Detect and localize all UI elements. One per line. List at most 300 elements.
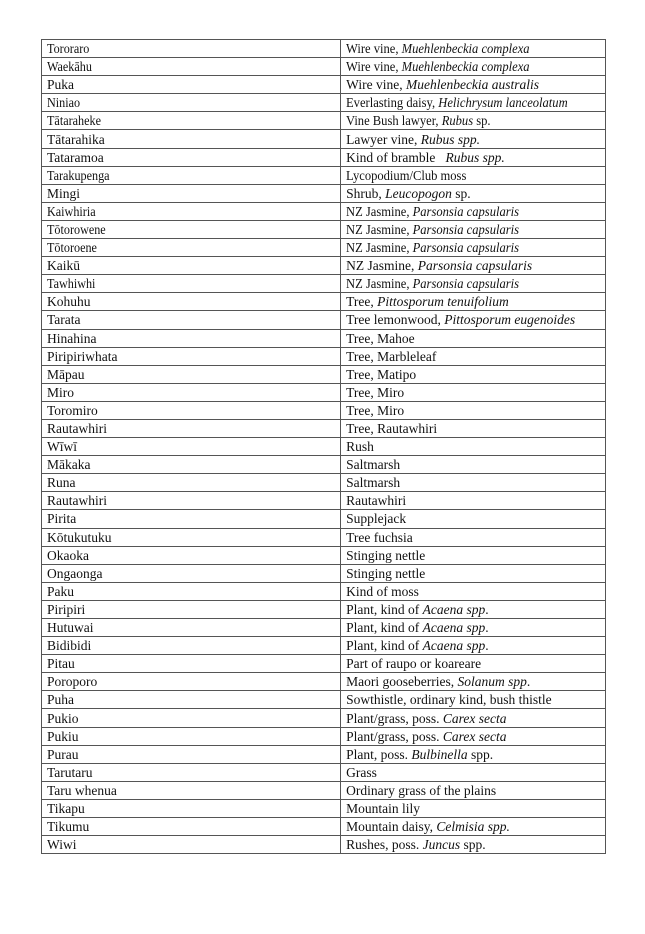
maori-name: Tōtorowene [47,221,106,237]
english-description [346,565,425,582]
english-description [346,637,488,654]
maori-name: Tororaro [47,41,90,57]
english-description [346,76,539,93]
table-row [42,148,606,166]
table-row [42,202,606,220]
scientific-name: Muehlenbeckia australis [405,77,540,93]
table-row [42,637,606,655]
maori-name-cell [42,546,341,564]
maori-name-cell [42,419,341,437]
maori-name: Bidibidi [47,638,92,654]
maori-name: Poroporo [47,674,98,690]
english-description-cell [341,311,606,329]
description-text: spp. [460,837,486,853]
maori-name: Niniao [47,95,81,111]
english-description-cell [341,166,606,184]
description-text: sp. [473,113,491,129]
english-description [346,167,466,184]
maori-name-cell [42,655,341,673]
english-description-cell [341,257,606,275]
description-text: Wire vine, [346,59,402,75]
english-description [346,366,416,383]
table-row [42,709,606,727]
english-description-cell [341,329,606,347]
table-row [42,564,606,582]
english-description-cell [341,76,606,94]
scientific-name: Muehlenbeckia complexa [401,59,530,75]
maori-name-cell [42,818,341,836]
maori-name-cell [42,220,341,238]
english-description-cell [341,383,606,401]
table-row [42,582,606,600]
scientific-name: Muehlenbeckia complexa [401,41,530,57]
english-description [346,474,400,491]
scientific-name: Pittosporum tenuifolium [377,294,509,310]
english-description [346,112,491,129]
table-body [42,40,606,854]
scientific-name: Acaena spp [422,620,486,636]
description-text: Wire vine, [346,41,402,57]
maori-name: Taru whenua [47,782,117,798]
maori-name: Tawhiwhi [47,276,96,292]
english-description [346,257,532,274]
table-row [42,130,606,148]
description-text: Tree, Marbleleaf [346,348,437,364]
description-text: Saltmarsh [346,475,401,491]
maori-name-cell [42,510,341,528]
maori-name: Rautawhiri [47,493,107,509]
description-text: Part of raupo or koareare [346,656,482,672]
english-description [346,601,488,618]
maori-name-cell [42,148,341,166]
description-text: NZ Jasmine, [346,240,413,256]
english-description [346,40,530,57]
description-text: Tree fuchsia [346,529,413,545]
scientific-name: Parsonsia capsularis [417,258,533,274]
english-description [346,710,506,727]
maori-name-cell [42,763,341,781]
english-description-cell [341,709,606,727]
maori-name: Tataramoa [47,149,104,165]
scientific-name: Carex secta [442,728,507,744]
description-text: Everlasting daisy, [346,95,439,111]
english-description-cell [341,293,606,311]
maori-name-cell [42,492,341,510]
maori-name: Pirita [47,511,77,527]
english-description [346,529,413,546]
maori-name-cell [42,58,341,76]
english-description [346,402,404,419]
english-description [346,275,519,292]
maori-name: Tātarahika [47,131,105,147]
maori-name: Kohuhu [47,294,91,310]
maori-name-cell [42,709,341,727]
description-text: Lawyer vine, [346,131,421,147]
english-description-cell [341,112,606,130]
description-text: Ordinary grass of the plains [346,782,497,798]
maori-name-cell [42,365,341,383]
english-description [346,746,493,763]
description-text: Tree lemonwood, [346,312,445,328]
table-row [42,745,606,763]
maori-name-cell [42,239,341,257]
maori-name: Hinahina [47,330,97,346]
english-description-cell [341,148,606,166]
english-description-cell [341,492,606,510]
english-description-cell [341,655,606,673]
maori-name: Waekāhu [47,59,92,75]
table-row [42,818,606,836]
description-text: Saltmarsh [346,457,401,473]
maori-name: Hutuwai [47,620,94,636]
description-text: Rushes, poss. [346,837,423,853]
scientific-name: Bulbinella [411,746,468,762]
maori-name-cell [42,564,341,582]
english-description-cell [341,691,606,709]
table-row [42,763,606,781]
maori-name-cell [42,329,341,347]
english-description-cell [341,365,606,383]
maori-name: Purau [47,746,79,762]
table-row [42,311,606,329]
description-text: Kind of bramble [346,149,446,165]
english-description-cell [341,275,606,293]
english-description-cell [341,474,606,492]
description-text: Wire vine, [346,77,406,93]
maori-name-cell [42,166,341,184]
maori-name-cell [42,456,341,474]
english-description-cell [341,347,606,365]
maori-name: Toromiro [47,402,98,418]
scientific-name: Helichrysum lanceolatum [438,95,568,111]
english-description-cell [341,239,606,257]
maori-name-cell [42,727,341,745]
table-row [42,419,606,437]
maori-name-cell [42,202,341,220]
description-text: Plant, kind of [346,601,423,617]
english-description-cell [341,564,606,582]
english-description [346,58,530,75]
table-row [42,220,606,238]
table-row [42,76,606,94]
table-row [42,655,606,673]
english-description-cell [341,673,606,691]
description-text: . [485,601,489,617]
english-description [346,728,506,745]
table-row [42,383,606,401]
table-row [42,510,606,528]
scientific-name: Leucopogon [385,185,452,201]
english-description-cell [341,836,606,854]
english-description-cell [341,94,606,112]
table-row [42,781,606,799]
english-description-cell [341,745,606,763]
description-text: Grass [346,764,377,780]
maori-name-cell [42,184,341,202]
english-description [346,673,530,690]
maori-name-cell [42,691,341,709]
description-text: Plant, kind of [346,638,423,654]
english-description [346,384,404,401]
english-description-cell [341,184,606,202]
table-row [42,347,606,365]
description-text: Tree, Rautawhiri [346,421,438,437]
description-text: NZ Jasmine, [346,258,418,274]
table-row [42,727,606,745]
english-description [346,203,519,220]
maori-name-cell [42,619,341,637]
table-row [42,257,606,275]
maori-name-cell [42,311,341,329]
maori-name-cell [42,528,341,546]
english-description [346,456,400,473]
scientific-name: Acaena spp [422,638,486,654]
table-row [42,474,606,492]
maori-name: Kaikū [47,258,80,274]
description-text: Sowthistle, ordinary kind, bush thistle [346,692,552,708]
description-text: sp. [451,185,471,201]
table-row [42,456,606,474]
table-row [42,691,606,709]
scientific-name: Parsonsia capsularis [412,221,520,237]
description-text: Maori gooseberries, [346,674,458,690]
english-description [346,818,510,835]
description-text: spp. [467,746,494,762]
maori-name: Paku [47,583,74,599]
description-text: Tree, Miro [346,384,405,400]
maori-name: Tarutaru [47,764,93,780]
table-row [42,546,606,564]
maori-name-cell [42,745,341,763]
maori-name-cell [42,673,341,691]
english-description [346,293,509,310]
maori-name: Runa [47,475,76,491]
description-text: Stinging nettle [346,547,426,563]
table-row [42,166,606,184]
english-description-cell [341,600,606,618]
description-text: Mountain daisy, [346,819,437,835]
maori-name: Puha [47,692,74,708]
english-description [346,239,519,256]
description-text: Shrub, [346,185,386,201]
maori-name: Tikumu [47,819,90,835]
table-row [42,673,606,691]
english-description-cell [341,763,606,781]
maori-name: Māpau [47,366,85,382]
maori-name: Piripiri [47,601,86,617]
table-row [42,58,606,76]
english-description-cell [341,818,606,836]
maori-name-cell [42,600,341,618]
scientific-name: Acaena spp [422,601,486,617]
maori-name: Pukio [47,710,79,726]
description-text: Rush [346,439,374,455]
maori-name-cell [42,112,341,130]
maori-name-cell [42,257,341,275]
maori-name-cell [42,836,341,854]
description-text: Tree, [346,294,378,310]
maori-name-cell [42,383,341,401]
description-text: Mountain lily [346,800,421,816]
table-row [42,293,606,311]
english-description [346,438,374,455]
description-text: NZ Jasmine, [346,203,413,219]
english-description-cell [341,781,606,799]
maori-name: Wīwī [47,439,77,455]
maori-name-cell [42,275,341,293]
maori-name: Kaiwhiria [47,203,96,219]
english-description [346,547,425,564]
scientific-name: Carex secta [442,710,507,726]
english-description-cell [341,438,606,456]
description-text: Stinging nettle [346,565,426,581]
description-text: Supplejack [346,511,407,527]
scientific-name: Pittosporum eugenoides [444,312,576,328]
scientific-name: Solanum spp [457,674,527,690]
english-description [346,655,481,672]
english-description [346,583,419,600]
maori-name-cell [42,781,341,799]
english-description [346,94,568,111]
english-description-cell [341,220,606,238]
maori-name-cell [42,76,341,94]
maori-name: Wiwi [47,837,77,853]
english-description-cell [341,419,606,437]
description-text: Vine Bush lawyer, [346,113,442,129]
table-row [42,492,606,510]
maori-name: Pukiu [47,728,79,744]
table-row [42,184,606,202]
scientific-name: Parsonsia capsularis [412,240,520,256]
english-description-cell [341,401,606,419]
maori-name-cell [42,130,341,148]
table-row [42,275,606,293]
table-row [42,112,606,130]
description-text: Kind of moss [346,583,419,599]
maori-name-cell [42,582,341,600]
maori-name-cell [42,474,341,492]
english-description [346,311,575,328]
english-description-cell [341,727,606,745]
description-text: Tree, Matipo [346,366,417,382]
maori-name-cell [42,94,341,112]
english-description-cell [341,58,606,76]
maori-name-cell [42,347,341,365]
description-text: Tree, Miro [346,402,405,418]
scientific-name: Celmisia spp. [436,819,510,835]
table-row [42,799,606,817]
english-description [346,764,377,781]
table-row [42,600,606,618]
english-description [346,348,436,365]
table-row [42,365,606,383]
description-text: Plant, kind of [346,620,423,636]
english-description [346,149,505,166]
table-row [42,94,606,112]
table-row [42,438,606,456]
english-description-cell [341,40,606,58]
english-description-cell [341,456,606,474]
table-row [42,239,606,257]
english-description-cell [341,202,606,220]
maori-name-cell [42,401,341,419]
description-text: Lycopodium/Club moss [346,167,467,183]
english-description [346,619,488,636]
english-description [346,330,415,347]
maori-name-cell [42,293,341,311]
scientific-name: Parsonsia capsularis [412,203,520,219]
description-text: NZ Jasmine, [346,221,413,237]
maori-name-cell [42,799,341,817]
description-text: Rautawhiri [346,493,407,509]
english-description-cell [341,510,606,528]
english-description-cell [341,619,606,637]
english-description [346,221,519,238]
table-row [42,528,606,546]
maori-name: Tātaraheke [47,113,101,129]
scientific-name: Juncus [422,837,461,853]
maori-name: Tikapu [47,800,85,816]
maori-name: Mākaka [47,457,91,473]
maori-name: Tōtoroene [47,240,97,256]
maori-name-cell [42,438,341,456]
maori-name: Mingi [47,185,81,201]
english-description-cell [341,528,606,546]
table-row [42,836,606,854]
scientific-name: Rubus [441,113,474,129]
english-description [346,800,420,817]
maori-name-cell [42,40,341,58]
english-description [346,420,437,437]
description-text: Tree, Mahoe [346,330,415,346]
description-text: NZ Jasmine, [346,276,413,292]
english-description-cell [341,582,606,600]
english-description-cell [341,130,606,148]
scientific-name: Rubus spp. [445,149,505,165]
english-description [346,492,406,509]
maori-name: Okaoka [47,547,89,563]
scientific-name: Rubus spp. [420,131,481,147]
english-description [346,185,471,202]
description-text: . [526,674,531,690]
maori-name: Pitau [47,656,75,672]
maori-name-cell [42,637,341,655]
description-text: Plant, poss. [346,746,412,762]
table-row [42,40,606,58]
english-description-cell [341,799,606,817]
table-row [42,329,606,347]
scientific-name: Parsonsia capsularis [412,276,520,292]
maori-name: Puka [47,77,74,93]
description-text: . [485,620,489,636]
plant-names-table [41,39,606,854]
description-text: . [485,638,489,654]
english-description [346,691,552,708]
english-description [346,782,496,799]
english-description-cell [341,546,606,564]
maori-name: Ongaonga [47,565,103,581]
description-text: Plant/grass, poss. [346,728,443,744]
maori-name: Rautawhiri [47,421,107,437]
english-description-cell [341,637,606,655]
maori-name: Tarata [47,312,81,328]
english-description [346,131,480,148]
description-text: Plant/grass, poss. [346,710,443,726]
maori-name: Piripiriwhata [47,348,118,364]
maori-name: Miro [47,384,74,400]
table-row [42,401,606,419]
table-row [42,619,606,637]
